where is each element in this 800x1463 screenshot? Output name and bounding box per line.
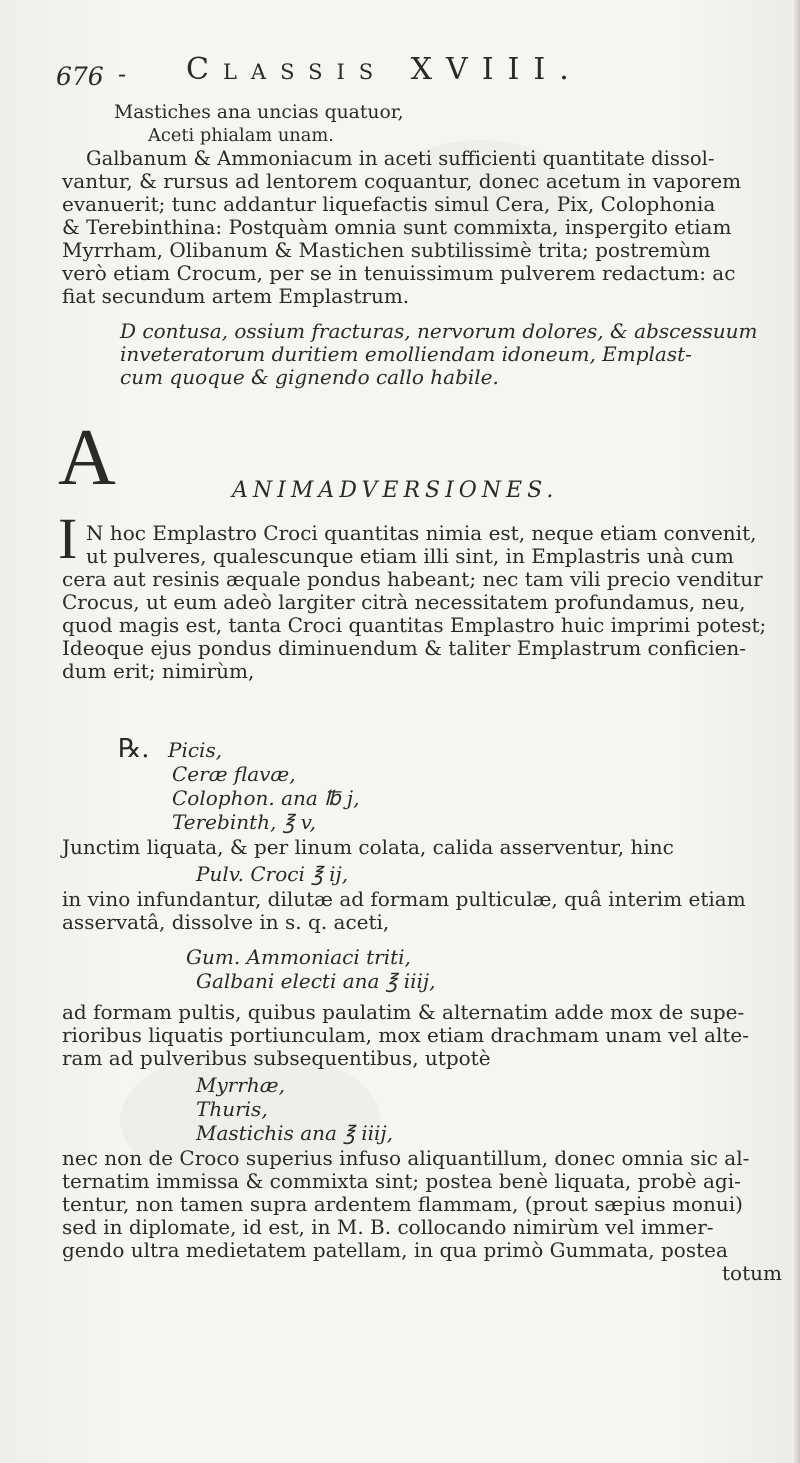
recipe-item: Picis, (168, 738, 223, 762)
recipe-symbol: ℞. (118, 734, 150, 764)
text-line: asservatâ, dissolve in s. q. aceti, (62, 910, 390, 934)
page-number: 676 (56, 62, 104, 91)
recipe-item: Colophon. ana ℔ j, (172, 786, 360, 810)
intro-line: Aceti phialam unam. (148, 125, 334, 146)
text-line: ternatim immissa & commixta sint; postea benè liquata, probè agi- (62, 1169, 741, 1193)
recipe-item: Terebinth, ℥ v, (172, 810, 316, 834)
header-dash: - (118, 60, 127, 88)
usage-line: D contusa, ossium fracturas, nervorum dolores, & abscessuum (120, 319, 758, 343)
text-line: nec non de Croco superius infuso aliquantillum, donec omnia sic al- (62, 1146, 750, 1170)
text-line: dum erit; nimirùm, (62, 659, 255, 683)
recipe-item: Myrrhæ, (196, 1073, 285, 1097)
text-line: tentur, non tamen supra ardentem flammam, (prout sæpius monui) (62, 1192, 743, 1216)
text-line: Junctim liquata, & per linum colata, calida asserventur, hinc (62, 835, 674, 859)
drop-cap-a: A (58, 414, 116, 502)
text-line: Crocus, ut eum adeò largiter citrà necessitatem profundamus, neu, (62, 590, 746, 614)
text-line: ut pulveres, qualescunque etiam illi sint, in Emplastris unà cum (86, 544, 734, 568)
drop-cap-i: I (58, 506, 78, 571)
text-line: evanuerit; tunc addantur liquefactis simul Cera, Pix, Colophonia (62, 192, 716, 216)
text-line: Myrrham, Olibanum & Mastichen subtilissimè trita; postremùm (62, 238, 711, 262)
text-line: gendo ultra medietatem patellam, in qua primò Gummata, postea (62, 1238, 728, 1262)
text-line: in vino infundantur, dilutæ ad formam pulticulæ, quâ interim etiam (62, 887, 746, 911)
text-line: ram ad pulveribus subsequentibus, utpotè (62, 1046, 491, 1070)
chapter-title: Classis XVIII. (186, 52, 583, 87)
text-line: verò etiam Crocum, per se in tenuissimum pulverem redactum: ac (62, 261, 736, 285)
page-header (56, 50, 796, 94)
usage-line: inveteratorum duritiem emolliendam idoneum, Emplast- (120, 342, 692, 366)
intro-line: Mastiches ana uncias quatuor, (114, 102, 404, 123)
section-heading: ANIMADVERSIONES. (232, 478, 559, 503)
recipe-item: Gum. Ammoniaci triti, (186, 945, 411, 969)
text-line: vantur, & rursus ad lentorem coquantur, donec acetum in vaporem (62, 169, 742, 193)
text-line: rioribus liquatis portiunculam, mox etiam drachmam unam vel alte- (62, 1023, 749, 1047)
text-line: Galbanum & Ammoniacum in aceti sufficienti quantitate dissol- (86, 147, 715, 170)
recipe-item: Galbani electi ana ℥ iiij, (196, 969, 436, 993)
text-line: & Terebinthina: Postquàm omnia sunt commixta, inspergito etiam (62, 215, 732, 239)
page-edge (792, 0, 800, 1463)
text-line: N hoc Emplastro Croci quantitas nimia est, neque etiam convenit, (86, 521, 757, 545)
usage-line: cum quoque & gignendo callo habile. (120, 365, 499, 389)
text-line: ad formam pultis, quibus paulatim & alternatim adde mox de supe- (62, 1000, 745, 1024)
recipe-item: Pulv. Croci ℥ ij, (196, 862, 349, 886)
recipe-item: Thuris, (196, 1097, 268, 1121)
text-line: sed in diplomate, id est, in M. B. collocando nimirùm vel immer- (62, 1215, 714, 1239)
text-line: quod magis est, tanta Croci quantitas Emplastro huic imprimi potest; (62, 613, 767, 637)
recipe-item: Ceræ flavæ, (172, 762, 296, 786)
text-line: cera aut resinis æquale pondus habeant; nec tam vili precio venditur (62, 567, 763, 591)
text-line: Ideoque ejus pondus diminuendum & taliter Emplastrum conficien- (62, 636, 747, 660)
recipe-item: Mastichis ana ℥ iiij, (196, 1121, 393, 1145)
catchword: totum (722, 1261, 782, 1285)
text-line: fiat secundum artem Emplastrum. (62, 284, 410, 308)
